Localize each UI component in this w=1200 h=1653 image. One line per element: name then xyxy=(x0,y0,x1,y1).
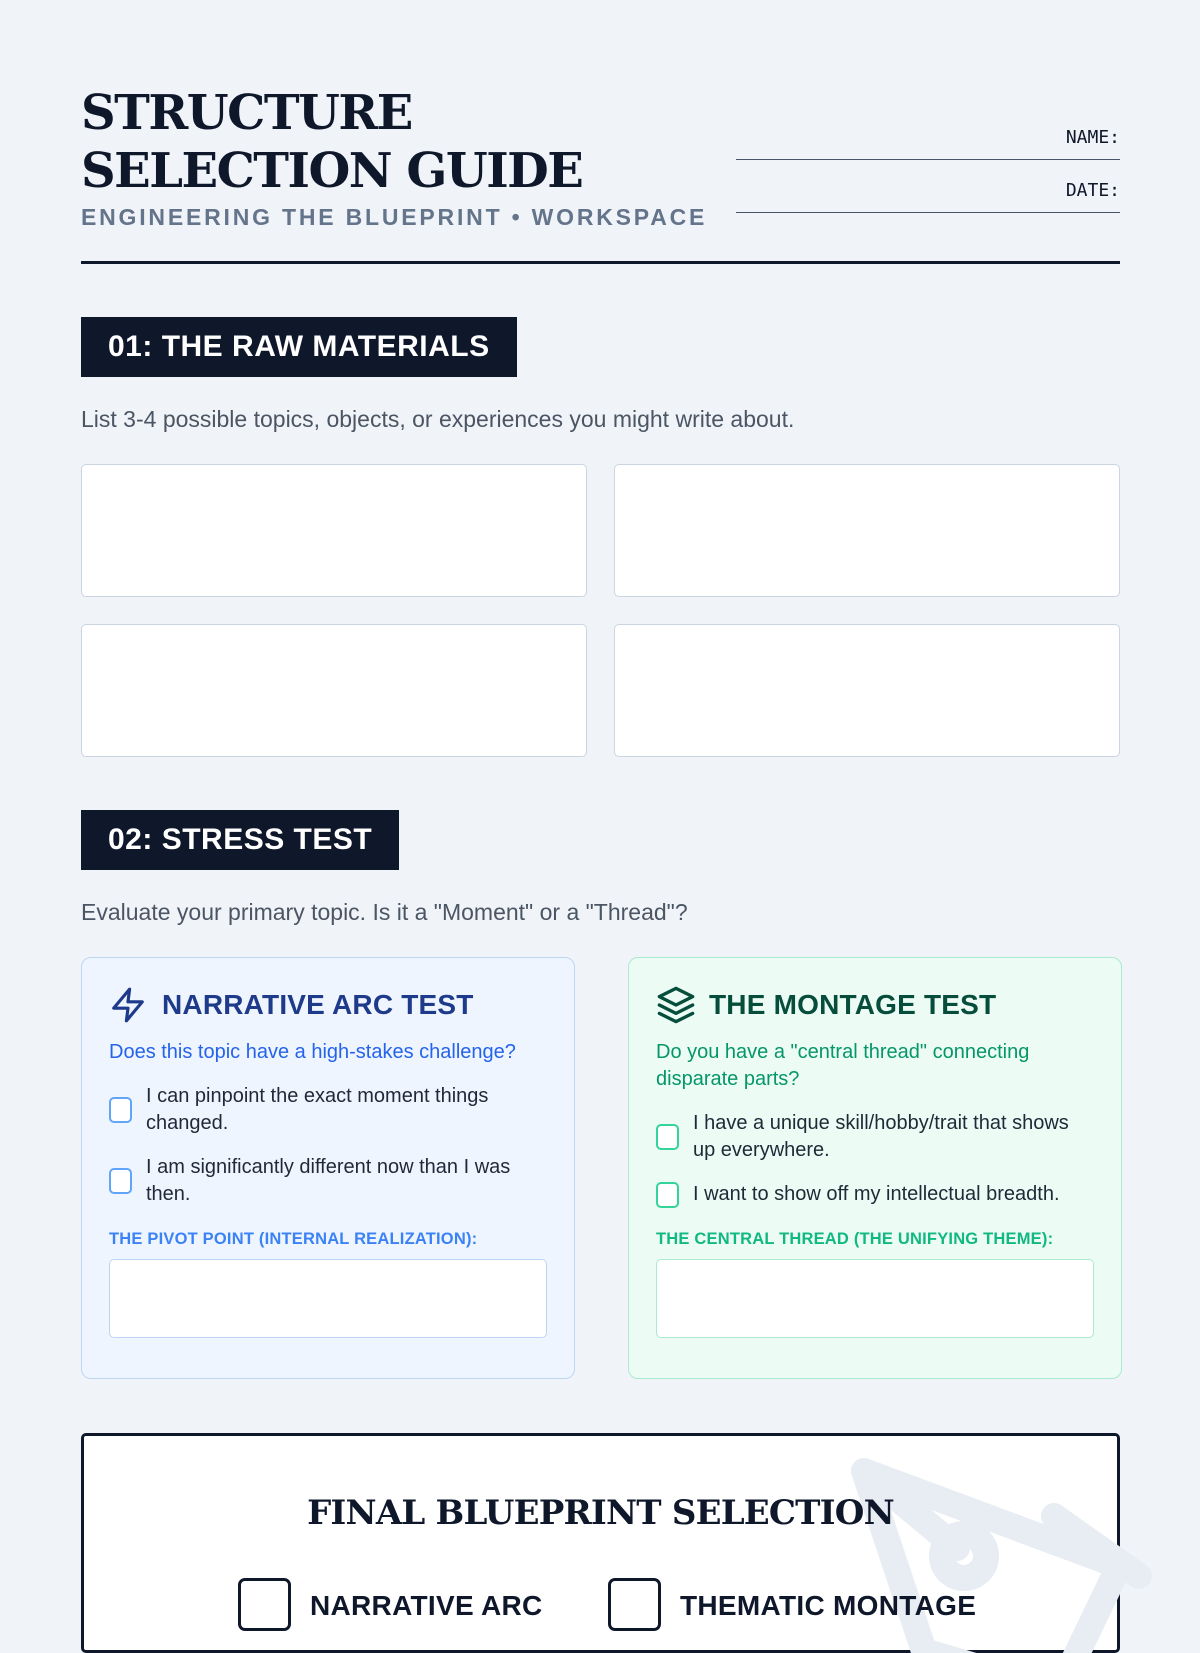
checkbox[interactable] xyxy=(656,1182,679,1208)
section-2-description: Evaluate your primary topic. Is it a "Moment" or a "Thread"? xyxy=(81,899,688,925)
montage-card-header xyxy=(656,984,1094,1026)
checkbox[interactable] xyxy=(656,1124,679,1150)
narrative-card-header xyxy=(109,984,547,1026)
pivot-point-field[interactable] xyxy=(109,1259,547,1338)
checkbox[interactable] xyxy=(608,1578,661,1631)
name-label: NAME: xyxy=(1065,127,1120,148)
narrative-check-1[interactable] xyxy=(109,1083,547,1137)
section-2-heading: 02: STRESS TEST xyxy=(81,810,399,870)
narrative-card-question: Does this topic have a high-stakes challenge? xyxy=(109,1041,516,1063)
narrative-check-1-label: I can pinpoint the exact moment things changed. xyxy=(146,1085,489,1134)
final-selection-title: FINAL BLUEPRINT SELECTION xyxy=(307,1493,894,1533)
section-1-heading: 01: THE RAW MATERIALS xyxy=(81,317,517,377)
checkbox[interactable] xyxy=(238,1578,291,1631)
pivot-point-label: THE PIVOT POINT (INTERNAL REALIZATION): xyxy=(109,1230,478,1248)
narrative-check-2-label: I am significantly different now than I was then. xyxy=(146,1156,511,1205)
section-1-description: List 3-4 possible topics, objects, or experiences you might write about. xyxy=(81,406,795,432)
central-thread-field[interactable] xyxy=(656,1259,1094,1338)
narrative-card-title: NARRATIVE ARC TEST xyxy=(162,989,474,1020)
checkbox[interactable] xyxy=(109,1097,132,1123)
montage-test-card xyxy=(628,957,1122,1379)
montage-check-1[interactable] xyxy=(656,1110,1094,1164)
date-field[interactable] xyxy=(736,177,1120,213)
final-option-thematic-montage[interactable] xyxy=(608,1578,976,1631)
name-date-fields xyxy=(736,124,1120,230)
topic-input-3[interactable] xyxy=(81,624,587,757)
narrative-arc-test-card xyxy=(81,957,575,1379)
topic-input-4[interactable] xyxy=(614,624,1120,757)
name-field[interactable] xyxy=(736,124,1120,160)
narrative-check-2[interactable] xyxy=(109,1154,547,1208)
topic-input-2[interactable] xyxy=(614,464,1120,597)
worksheet-page xyxy=(81,0,1120,1621)
final-option-narrative-arc[interactable] xyxy=(238,1578,543,1631)
worksheet-header xyxy=(81,0,1120,264)
montage-card-title: THE MONTAGE TEST xyxy=(709,989,997,1020)
montage-card-question: Do you have a "central thread" connecting disparate parts? xyxy=(656,1041,1030,1090)
final-option-thematic-montage-label: THEMATIC MONTAGE xyxy=(680,1590,977,1621)
montage-check-2[interactable] xyxy=(656,1181,1094,1208)
montage-check-1-label: I have a unique skill/hobby/trait that shows up everywhere. xyxy=(693,1112,1069,1161)
page-title: STRUCTURE SELECTION GUIDE xyxy=(81,85,583,199)
topic-input-1[interactable] xyxy=(81,464,587,597)
central-thread-label: THE CENTRAL THREAD (THE UNIFYING THEME): xyxy=(656,1230,1054,1248)
checkbox[interactable] xyxy=(109,1168,132,1194)
page-subtitle: ENGINEERING THE BLUEPRINT • WORKSPACE xyxy=(81,204,708,230)
final-blueprint-selection xyxy=(81,1433,1120,1653)
montage-check-2-label: I want to show off my intellectual breadth. xyxy=(693,1183,1060,1205)
lightning-bolt-icon xyxy=(109,985,149,1025)
layers-icon xyxy=(656,985,696,1025)
date-label: DATE: xyxy=(1065,180,1120,201)
final-option-narrative-arc-label: NARRATIVE ARC xyxy=(310,1590,543,1621)
